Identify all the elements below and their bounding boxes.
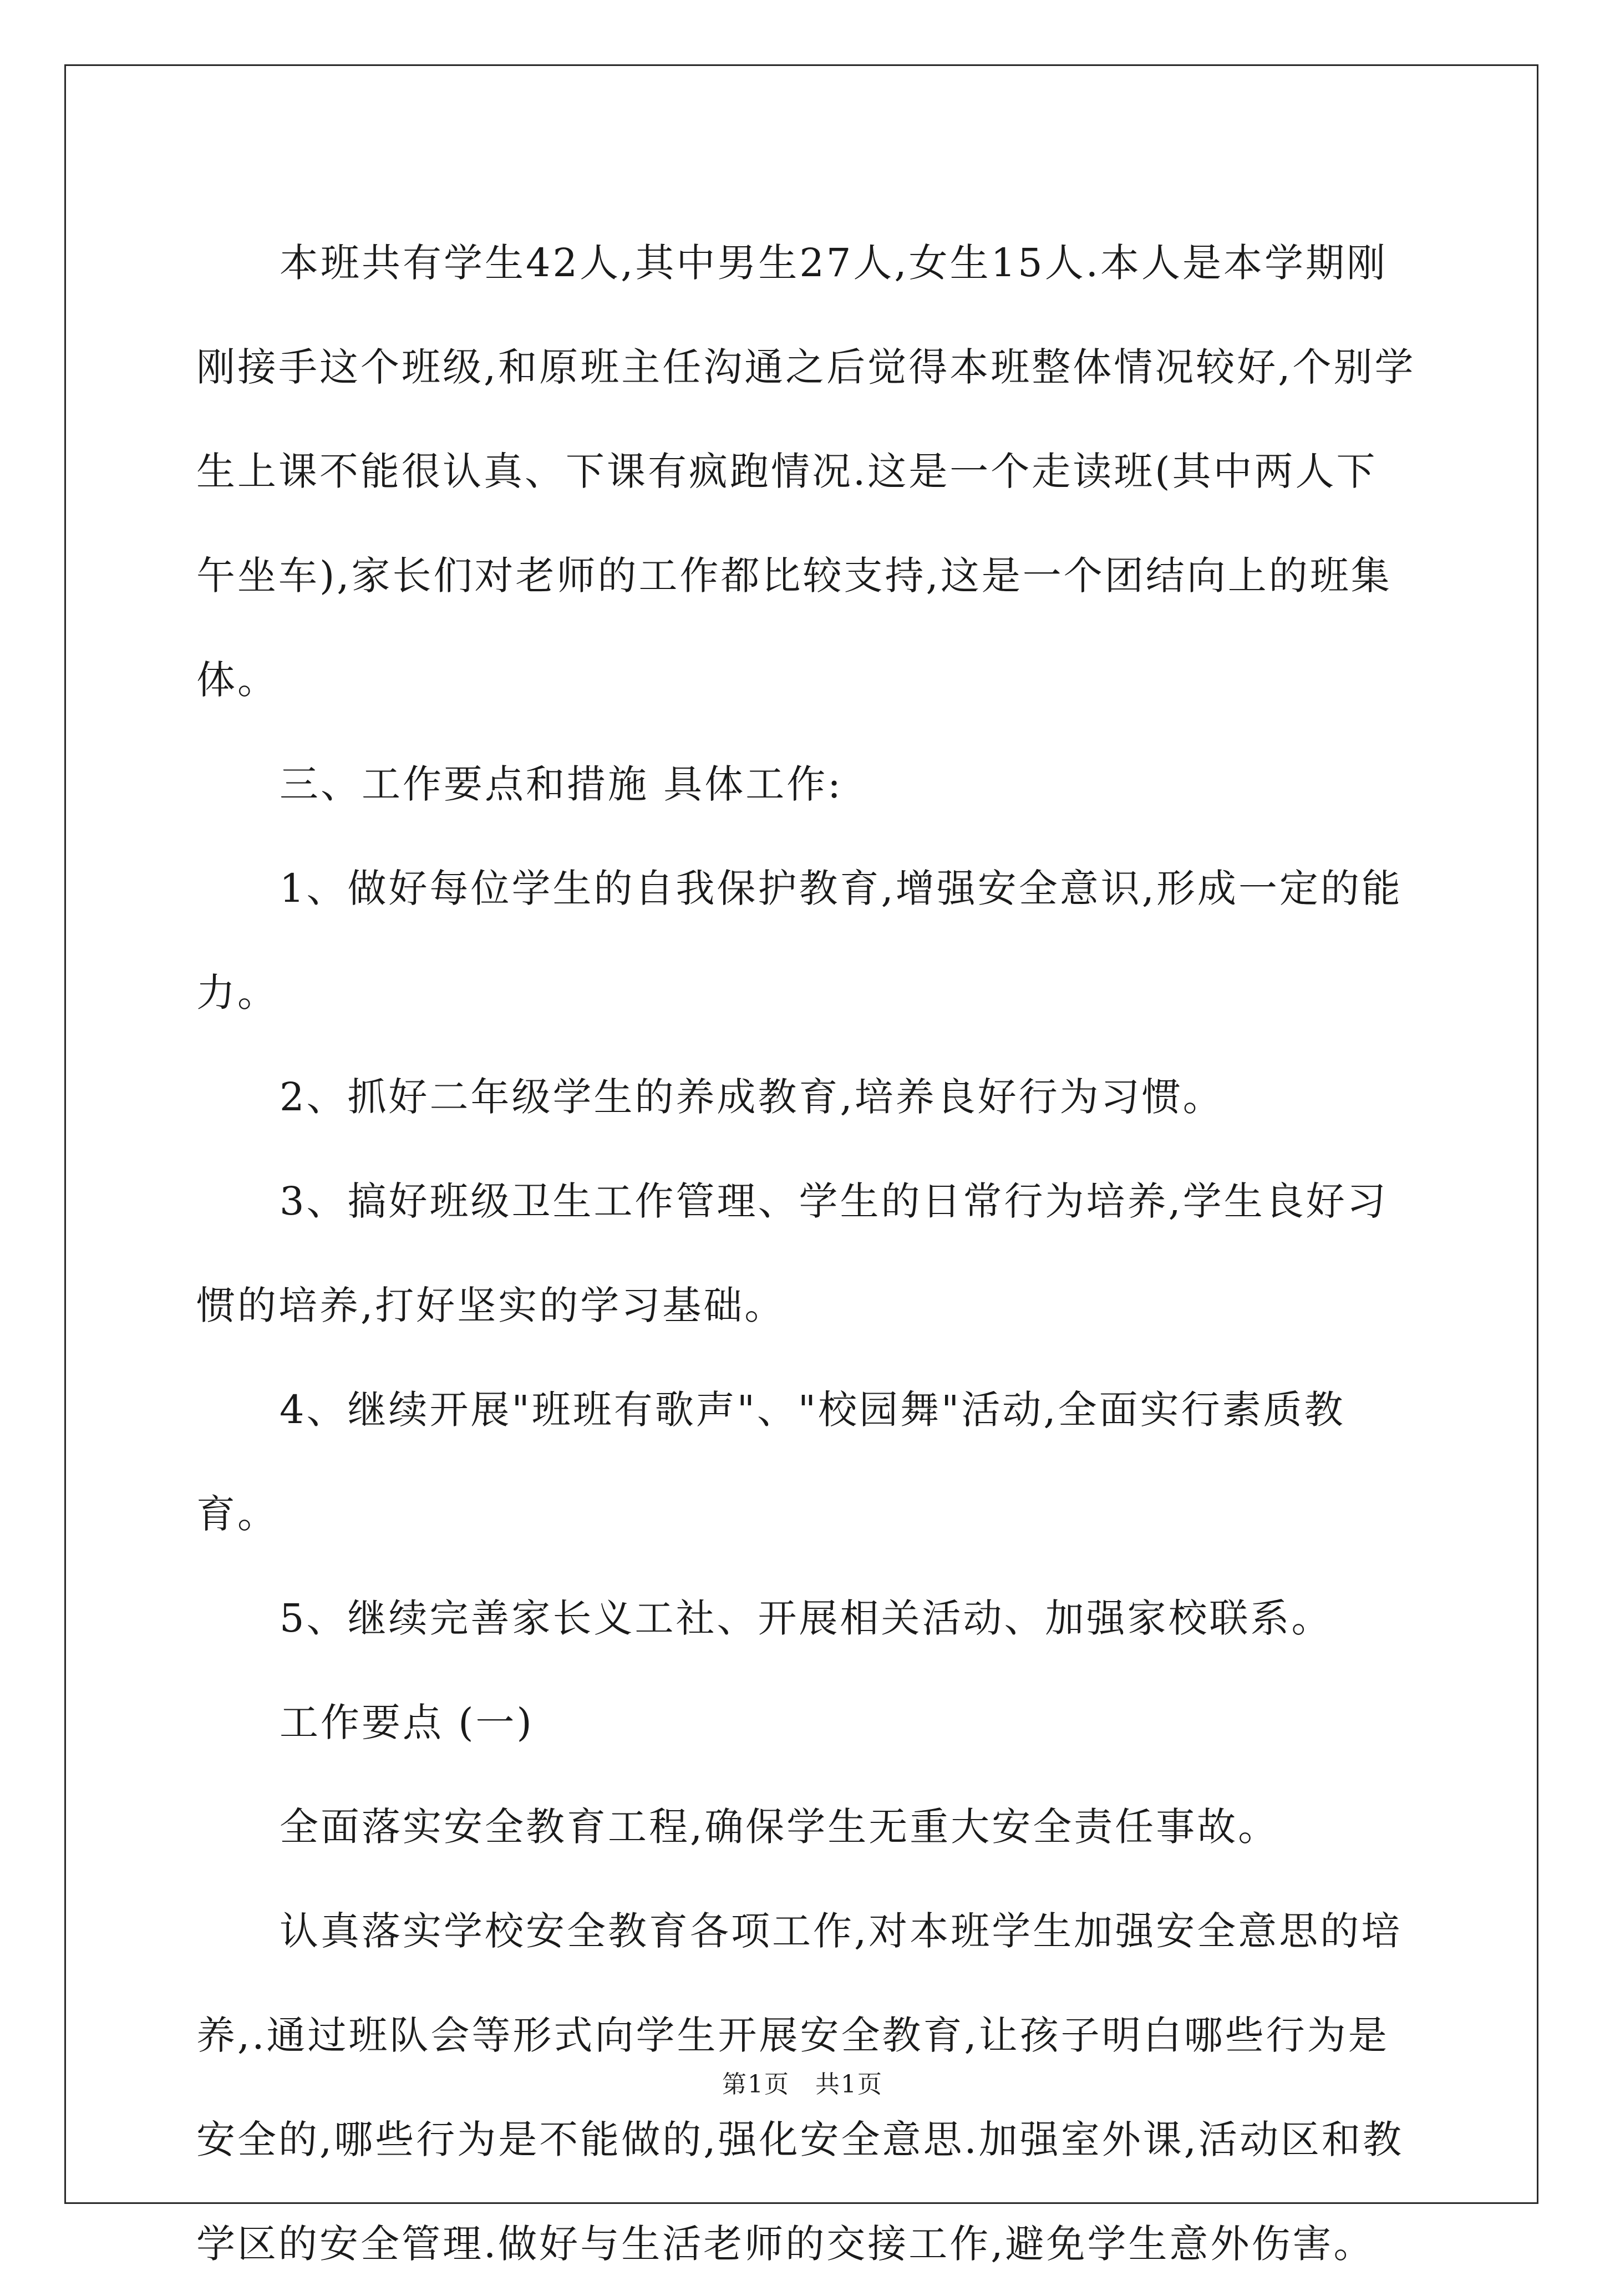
paragraph-item-2: 2、抓好二年级学生的养成教育,培养良好行为习惯。 bbox=[280, 1074, 1224, 1120]
page-number-total: 共1页 bbox=[815, 2070, 883, 2099]
paragraph-safety-goal: 全面落实安全教育工程,确保学生无重大安全责任事故。 bbox=[280, 1804, 1279, 1850]
page-number-current: 第1页 bbox=[722, 2070, 790, 2099]
paragraph-section-heading: 三、工作要点和措施 具体工作: bbox=[280, 761, 843, 807]
paragraph-class-overview: 本班共有学生42人,其中男生27人,女生15人.本人是本学期刚刚接手这个班级,和原班主任沟通之后觉得本班整体情况较好,个别学生上课不能很认真、下课有疯跑情况.这是一个走读班(其中两人下午坐车),家长们对老师的工作都比较支持,这是一个团结向上的班集体。 bbox=[196, 240, 1416, 703]
paragraph-subheading: 工作要点 (一) bbox=[280, 1700, 534, 1745]
paragraph-safety-details: 认真落实学校安全教育各项工作,对本班学生加强安全意思的培养,.通过班队会等形式向学生开展安全教育,让孩子明白哪些行为是安全的,哪些行为是不能做的,强化安全意思.加强室外课,活动区和教学区的安全管理.做好与生活老师的交接工作,避免学生意外伤害。 bbox=[196, 1908, 1404, 2267]
paragraph-item-1: 1、做好每位学生的自我保护教育,增强安全意识,形成一定的能力。 bbox=[196, 866, 1403, 1015]
paragraph-item-5: 5、继续完善家长义工社、开展相关活动、加强家校联系。 bbox=[280, 1596, 1333, 1641]
paragraph-item-4: 4、继续开展"班班有歌声"、"校园舞"活动,全面实行素质教育。 bbox=[196, 1387, 1345, 1537]
page-footer bbox=[0, 2064, 1605, 2100]
paragraph-item-3: 3、搞好班级卫生工作管理、学生的日常行为培养,学生良好习惯的培养,打好坚实的学习基础。 bbox=[196, 1179, 1388, 1328]
document-body bbox=[196, 211, 1416, 2296]
